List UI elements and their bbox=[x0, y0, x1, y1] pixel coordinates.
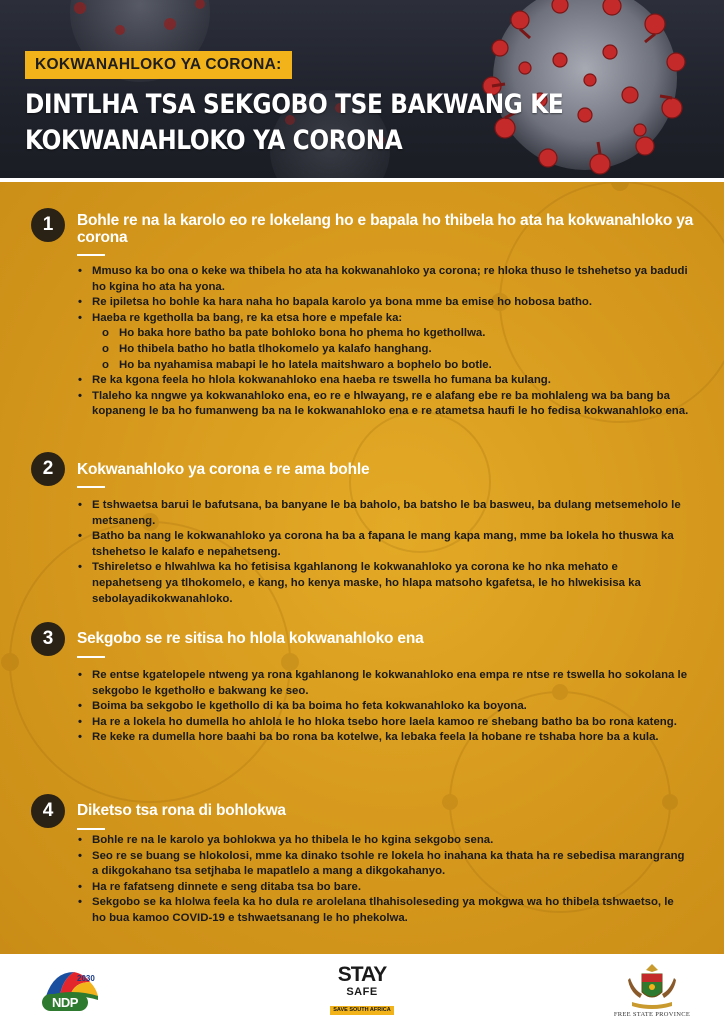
bullet-list bbox=[77, 668, 689, 746]
bullet-item: • Tlaleho ka nngwe ya kokwanahloko ena, eo re e hlwayang, re e alafang ebe re ba mohlaleng wa ba bang ba kopaneng le ba ho fumanweng ba na le kokwanahloko ena e re atametsa haufi le ho fedisa kokwanahloko ena. bbox=[77, 389, 689, 420]
bullet-item: • Bohle re na le karolo ya bohlokwa ya ho thibela le ho kgina sekgobo sena. bbox=[77, 833, 689, 849]
sub-bullet-item: o Ho ba nyahamisa mabapi le ho latela maitshwaro a bophelo bo botle. bbox=[102, 358, 689, 374]
section-number-badge: 3 bbox=[31, 622, 65, 656]
section-rule bbox=[77, 486, 105, 488]
bullet-item: • Ha re a lokela ho dumella ho ahlola le ho hloka tsebo hore laela kamoo re shebang batho ba bo rona kateng. bbox=[77, 715, 689, 731]
bullet-item: • E tshwaetsa barui le bafutsana, ba banyane le ba baholo, ba batsho le ba basweu, ba dulang metsemeholo le metsaneng. bbox=[77, 498, 689, 529]
section-rule bbox=[77, 656, 105, 658]
bullet-item: • Mmuso ka bo ona o keke wa thibela ho ata ha kokwanahloko ya corona; re hloka thuso le tshehetso ya badudi ho kgina ho ata ha yona. bbox=[77, 264, 689, 295]
ndp-year: 2030 bbox=[77, 974, 95, 983]
section-title: Bohle re na la karolo eo re lokelang ho e bapala ho thibela ho ata ha kokwanahloko ya corona bbox=[77, 212, 694, 246]
section-title: Diketso tsa rona di bohlokwa bbox=[77, 802, 286, 819]
free-state-coat-of-arms-icon bbox=[624, 962, 680, 1010]
bullet-list bbox=[77, 264, 689, 420]
bullet-text: Haeba re kgetholla ba bang, re ka etsa hore e mpefale ka: bbox=[92, 311, 403, 324]
bullet-item: • Seo re se buang se hlokolosi, mme ka dinako tsohle re lokela ho inahana ka thata ha re sebedisa marangrang a dikgokahano tsa setjhaba le mapatlelo a mang a dikgokahanyo. bbox=[77, 849, 689, 880]
bullet-item: • Ha re fafatseng dinnete e seng ditaba tsa bo bare. bbox=[77, 880, 689, 896]
bullet-item: • Batho ba nang le kokwanahloko ya corona ha ba a fapana le mang kapa mang, mme ba lokela ho thuswa ka tshehetso le kalafo e nepahetseng. bbox=[77, 529, 689, 560]
section-number-badge: 4 bbox=[31, 794, 65, 828]
section-title: Sekgobo se re sitisa ho hlola kokwanahloko ena bbox=[77, 630, 424, 647]
safe-label: SAFE bbox=[346, 986, 378, 998]
section-rule bbox=[77, 254, 105, 256]
header-kicker-label: KOKWANAHLOKO YA CORONA: bbox=[25, 51, 292, 79]
bullet-item: • Sekgobo se ka hlolwa feela ka ho dula re arolelana tlhahisoleseding ya mokgwa wa ho thibela tshwaetso, le ho bua kamoo COVID-19 e tshwaetsanang le ho phekolwa. bbox=[77, 895, 689, 926]
section-title: Kokwanahloko ya corona e re ama bohle bbox=[77, 461, 370, 478]
stay-label: STAY bbox=[337, 963, 387, 986]
stay-safe-logo bbox=[330, 964, 394, 1022]
footer bbox=[0, 954, 724, 1024]
content-area bbox=[0, 182, 724, 954]
province-label: FREE STATE PROVINCE bbox=[613, 1011, 691, 1018]
sub-bullet-list bbox=[92, 326, 689, 373]
ndp-label: NDP bbox=[42, 994, 88, 1011]
bullet-item: • Re ka kgona feela ho hlola kokwanahloko ena haeba re tswella ho fumana ba kulang. bbox=[77, 373, 689, 389]
bullet-list bbox=[77, 498, 689, 607]
header-banner bbox=[0, 0, 724, 178]
section-rule bbox=[77, 828, 105, 830]
bullet-item: • Re entse kgatelopele ntweng ya rona kgahlanong le kokwanahloko ena empa re ntse re tswella ho sokolana le sekgobo le kgetholło e bakwang ke seo. bbox=[77, 668, 689, 699]
bullet-item bbox=[77, 311, 689, 373]
section-number-badge: 1 bbox=[31, 208, 65, 242]
sub-bullet-item: o Ho thibela batho ho batla tlhokomelo ya kalafo hanghang. bbox=[102, 342, 689, 358]
bullet-list bbox=[77, 833, 689, 927]
page-title: DINTLHA TSA SEKGOBO TSE BAKWANG KE KOKWANAHLOKO YA CORONA bbox=[25, 89, 564, 156]
section-number-badge: 2 bbox=[31, 452, 65, 486]
bullet-item: • Re ipiletsa ho bohle ka hara naha ho bapala karolo ya bona mme ba emise ho hobosa batho. bbox=[77, 295, 689, 311]
save-south-africa-tagline: SAVE SOUTH AFRICA bbox=[330, 1006, 393, 1015]
bullet-item: • Tshireletso e hlwahlwa ka ho fetisisa kgahlanong le kokwanahloko ya corona ke ho nka mehato e nepahetseng ya tlhokomelo, e kang, ho kenya maske, ho hlapa matsoho kgafetsa, le ho hlwekisisa ka sebolayadikokwanahloko. bbox=[77, 560, 689, 607]
bullet-item: • Re keke ra dumella hore baahi ba bo rona ba kotelwe, ka lebaka feela la hobane re tshaba hore ba a kula. bbox=[77, 730, 689, 746]
sub-bullet-item: o Ho baka hore batho ba pate bohloko bona ho phema ho kgethollwa. bbox=[102, 326, 689, 342]
bullet-item: • Boima ba sekgobo le kgethollo di ka ba boima ho feta kokwanahloko ka boyona. bbox=[77, 699, 689, 715]
